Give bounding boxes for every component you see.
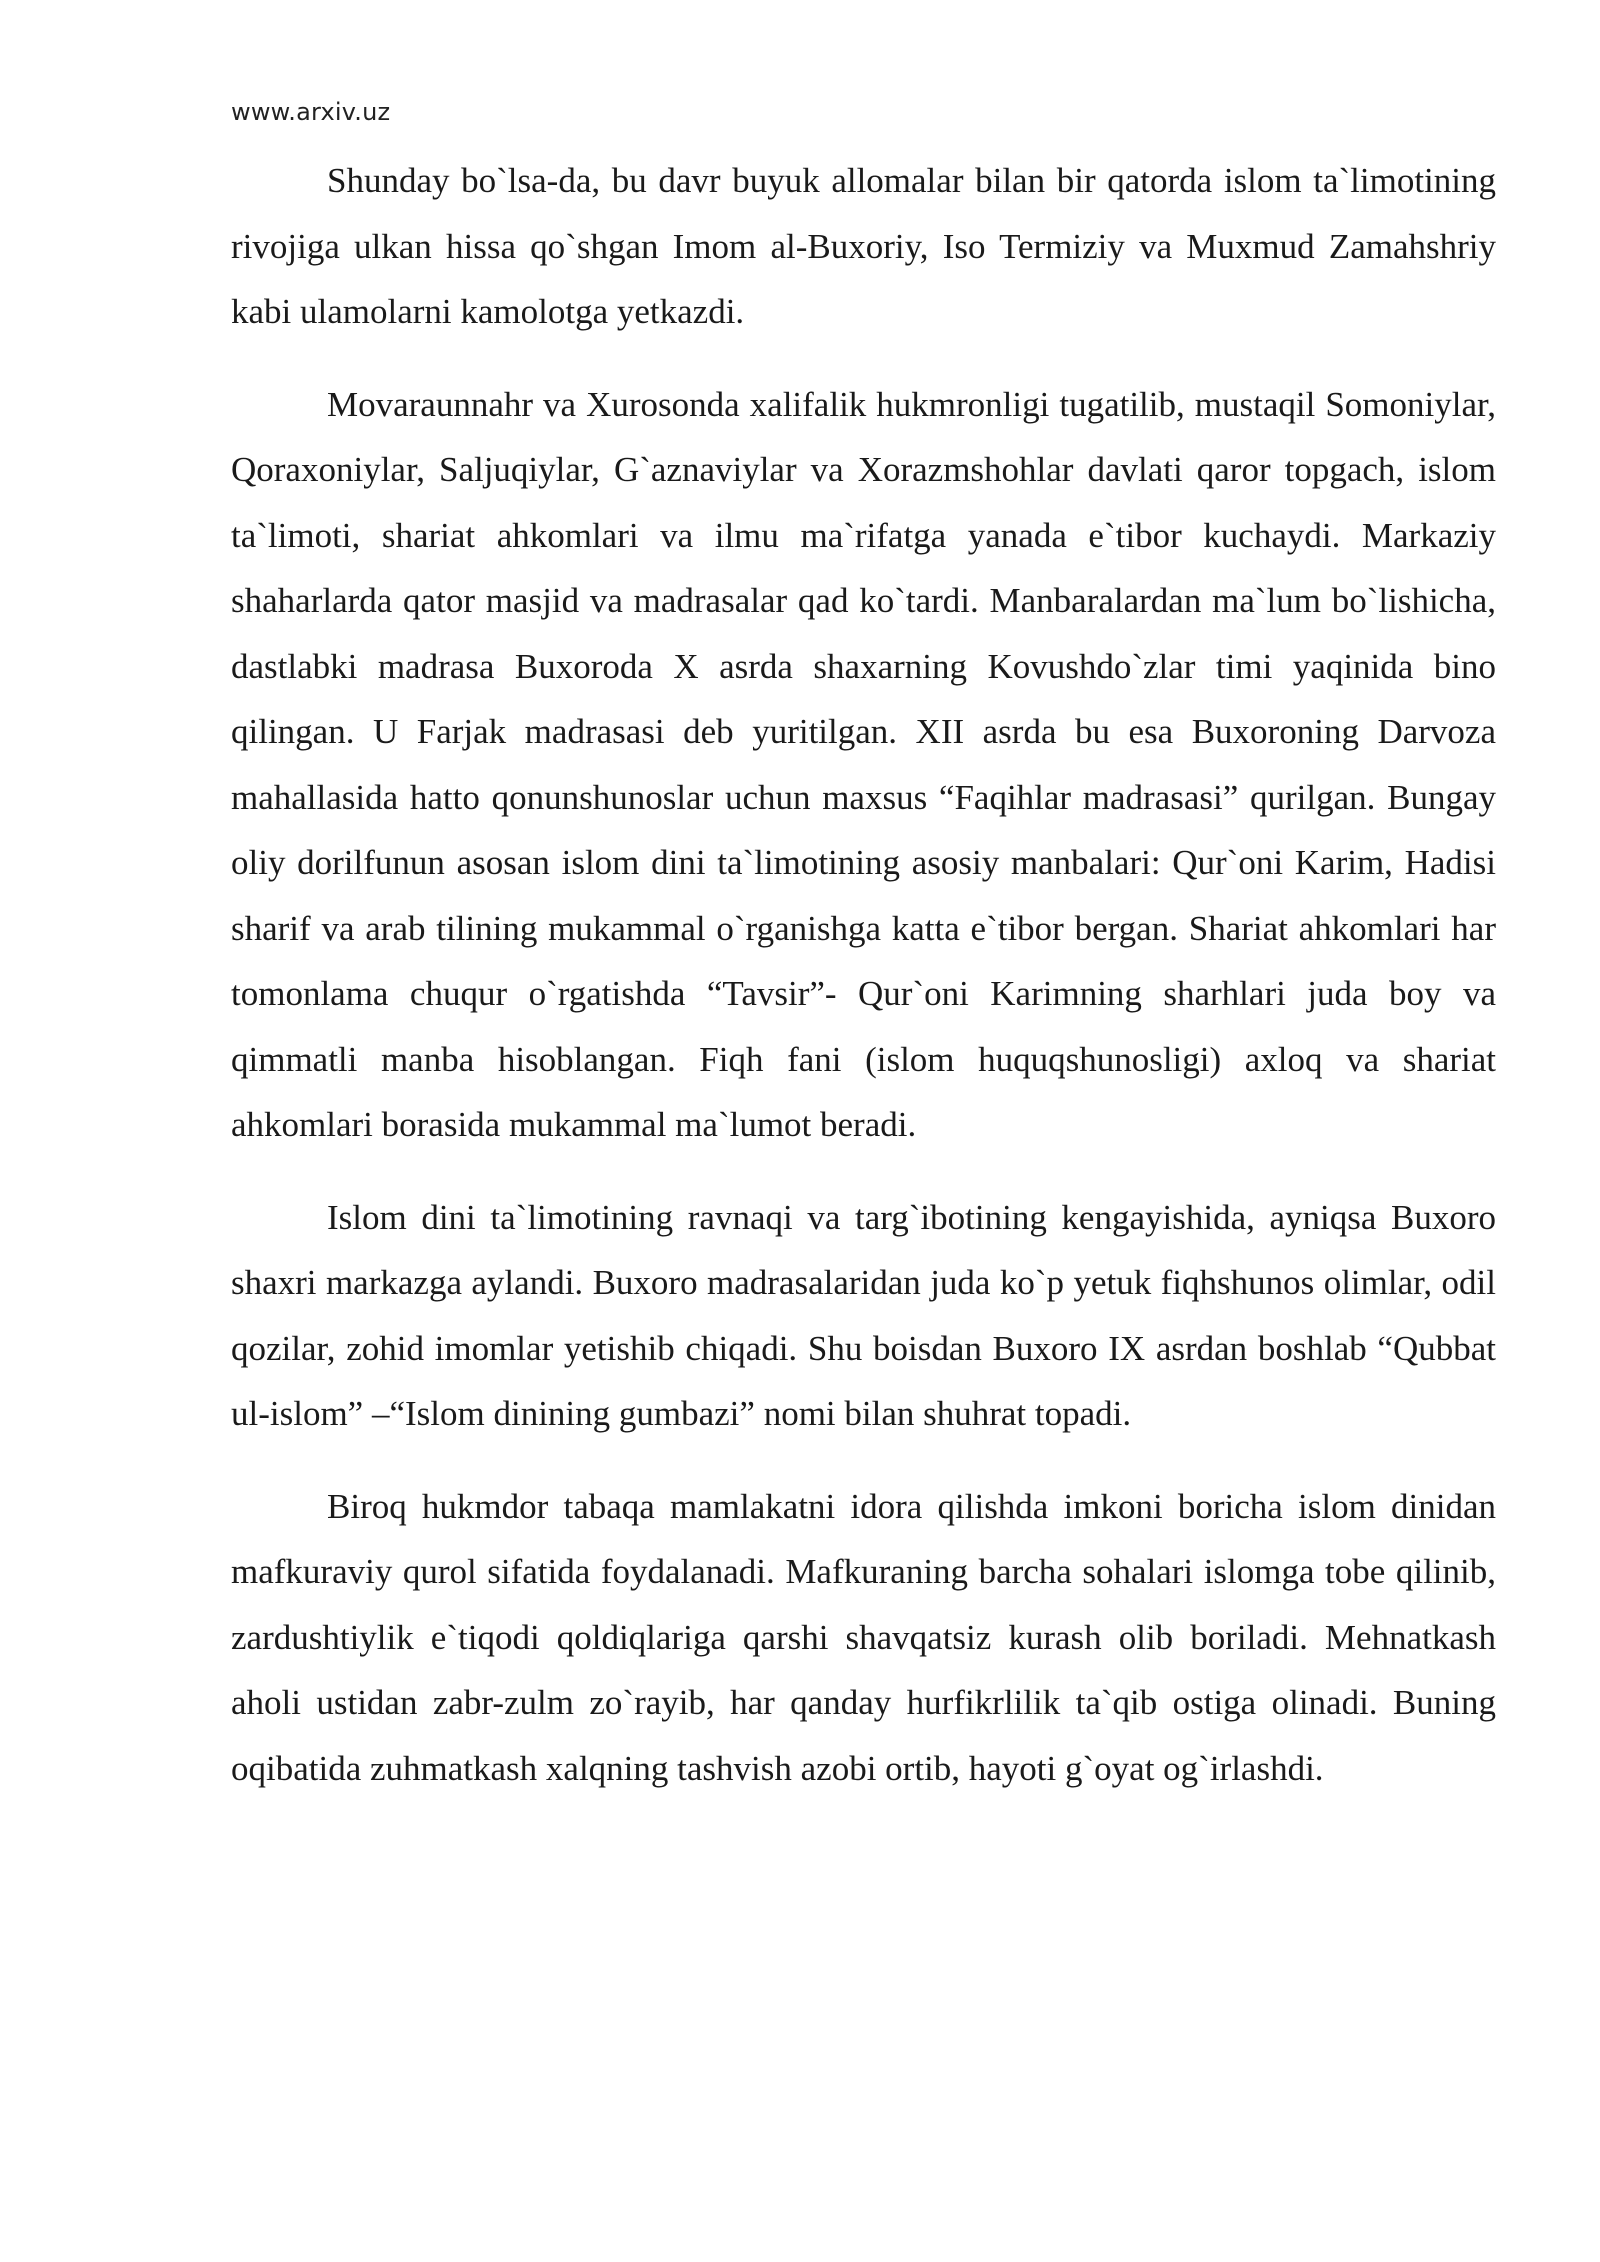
paragraph-3: Islom dini ta`limotining ravnaqi va targ`ibotining kengayishida, ayniqsa Buxoro shaxri markazga aylandi. Buxoro madrasalaridan juda ko`p yetuk fiqhshunos olimlar, odil qozilar, zohid imomlar yetishib chiqadi. Shu boisdan Buxoro IX asrdan boshlab “Qubbat ul-islom” –“Islom dinining gumbazi” nomi bilan shuhrat topadi. — [231, 1197, 1496, 1433]
paragraph-1: Shunday bo`lsa-da, bu davr buyuk allomalar bilan bir qatorda islom ta`limotining rivojiga ulkan hissa qo`shgan Imom al-Buxoriy, Iso Termiziy va Muxmud Zamahshriy kabi ulamolarni kamolotga yetkazdi. — [231, 161, 1496, 331]
document-body — [231, 148, 1496, 1828]
paragraph-4: Biroq hukmdor tabaqa mamlakatni idora qilishda imkoni boricha islom dinidan mafkuraviy qurol sifatida foydalanadi. Mafkuraning barcha sohalari islomga tobe qilinib, zardushtiylik e`tiqodi qoldiqlariga qarshi shavqatsiz kurash olib boriladi. Mehnatkash aholi ustidan zabr-zulm zo`rayib, har qanday hurfikrlilik ta`qib ostiga olinadi. Buning oqibatida zuhmatkash xalqning tashvish azobi ortib, hayoti g`oyat og`irlashdi. — [231, 1486, 1496, 1788]
site-watermark: www.arxiv.uz — [231, 98, 391, 126]
paragraph-2: Movaraunnahr va Xurosonda xalifalik hukmronligi tugatilib, mustaqil Somoniylar, Qoraxoniylar, Saljuqiylar, G`aznaviylar va Xorazmshohlar davlati qaror topgach, islom ta`limoti, shariat ahkomlari va ilmu ma`rifatga yanada e`tibor kuchaydi. Markaziy shaharlarda qator masjid va madrasalar qad ko`tardi. Manbaralardan ma`lum bo`lishicha, dastlabki madrasa Buxoroda X asrda shaxarning Kovushdo`zlar timi yaqinida bino qilingan. U Farjak madrasasi deb yuritilgan. XII asrda bu esa Buxoroning Darvoza mahallasida hatto qonunshunoslar uchun maxsus “Faqihlar madrasasi” qurilgan. Bungay oliy dorilfunun asosan islom dini ta`limotining asosiy manbalari: Qur`oni Karim, Hadisi sharif va arab tilining mukammal o`rganishga katta e`tibor bergan. Shariat ahkomlari har tomonlama chuqur o`rgatishda “Tavsir”- Qur`oni Karimning sharhlari juda boy va qimmatli manba hisoblangan. Fiqh fani (islom huquqshunosligi) axloq va shariat ahkomlari borasida mukammal ma`lumot beradi. — [231, 384, 1496, 1144]
